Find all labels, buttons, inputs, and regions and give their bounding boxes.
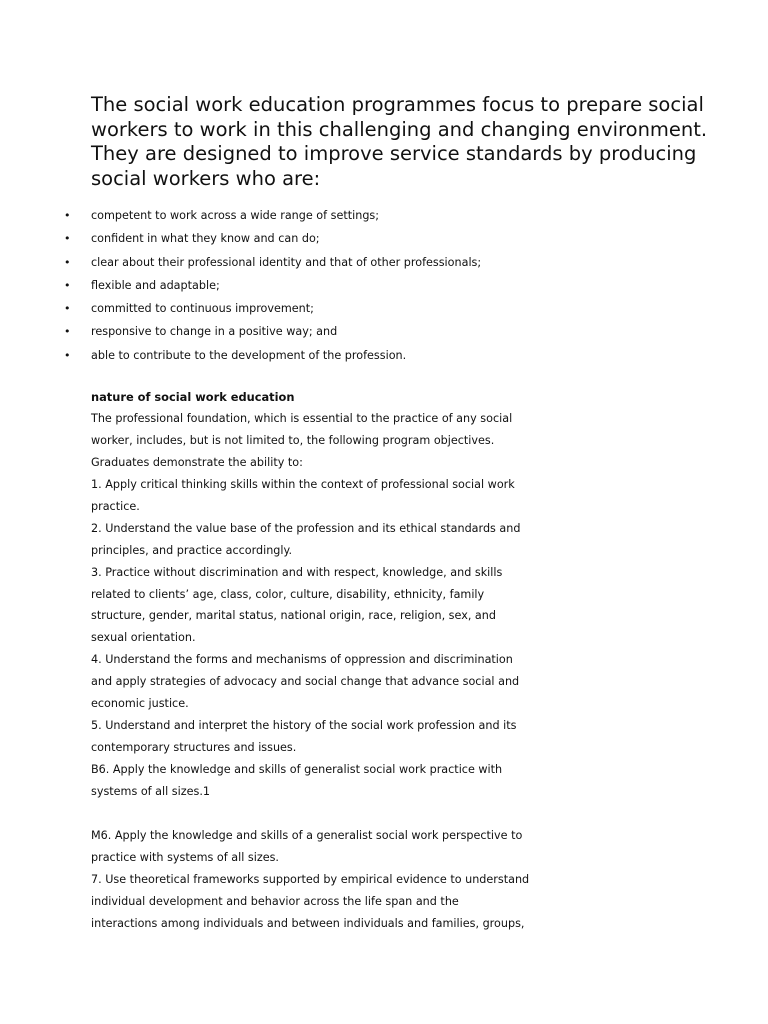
body-line: interactions among individuals and between individuals and families, groups, <box>91 916 525 930</box>
body-line: individual development and behavior across the life span and the <box>91 894 459 908</box>
body-line: structure, gender, marital status, national origin, race, religion, sex, and <box>91 609 496 623</box>
document-heading: The social work education programmes focus to prepare social workers to work in this challenging and changing environment. They are designed to improve service standards by producing social workers who are: <box>91 93 708 190</box>
body-line: M6. Apply the knowledge and skills of a generalist social work perspective to <box>91 828 523 842</box>
body-line: economic justice. <box>91 697 189 711</box>
body-line: 3. Practice without discrimination and with respect, knowledge, and skills <box>91 565 503 579</box>
body-text <box>91 408 529 935</box>
bullet-text: flexible and adaptable; <box>91 278 220 292</box>
bullet-icon: • <box>64 348 71 362</box>
body-line: Graduates demonstrate the ability to: <box>91 455 303 469</box>
section-title: nature of social work education <box>91 390 295 404</box>
bullet-text: responsive to change in a positive way; and <box>91 325 338 339</box>
bullet-icon: • <box>64 325 71 339</box>
body-line: related to clients’ age, class, color, culture, disability, ethnicity, family <box>91 587 485 601</box>
bullet-icon: • <box>64 255 71 269</box>
bullet-text: competent to work across a wide range of settings; <box>91 209 380 222</box>
body-line: sexual orientation. <box>91 631 196 645</box>
bullet-text: clear about their professional identity and that of other professionals; <box>91 255 482 269</box>
body-line: practice. <box>91 499 140 513</box>
bullet-icon: • <box>64 302 71 316</box>
bullet-text: able to contribute to the development of the profession. <box>91 348 407 362</box>
body-line: 4. Understand the forms and mechanisms of oppression and discrimination <box>91 653 513 667</box>
body-line: contemporary structures and issues. <box>91 741 297 755</box>
bullet-icon: • <box>64 278 71 292</box>
body-line: 1. Apply critical thinking skills within the context of professional social work <box>91 477 515 491</box>
body-line: worker, includes, but is not limited to, the following program objectives. <box>91 433 495 447</box>
body-line: principles, and practice accordingly. <box>91 543 293 557</box>
body-line: 2. Understand the value base of the profession and its ethical standards and <box>91 521 521 535</box>
body-line: systems of all sizes.1 <box>91 784 210 798</box>
bullet-text: confident in what they know and can do; <box>91 232 320 246</box>
body-line: 5. Understand and interpret the history of the social work profession and its <box>91 719 517 733</box>
bullet-icon: • <box>64 232 71 246</box>
body-line: 7. Use theoretical frameworks supported by empirical evidence to understand <box>91 872 530 886</box>
body-line <box>91 803 529 825</box>
body-line: B6. Apply the knowledge and skills of generalist social work practice with <box>91 763 503 776</box>
body-line: The professional foundation, which is essential to the practice of any social <box>91 412 513 425</box>
body-line: and apply strategies of advocacy and social change that advance social and <box>91 675 520 689</box>
bullet-icon: • <box>64 209 71 222</box>
bullet-text: committed to continuous improvement; <box>91 302 314 316</box>
body-line: practice with systems of all sizes. <box>91 850 279 864</box>
